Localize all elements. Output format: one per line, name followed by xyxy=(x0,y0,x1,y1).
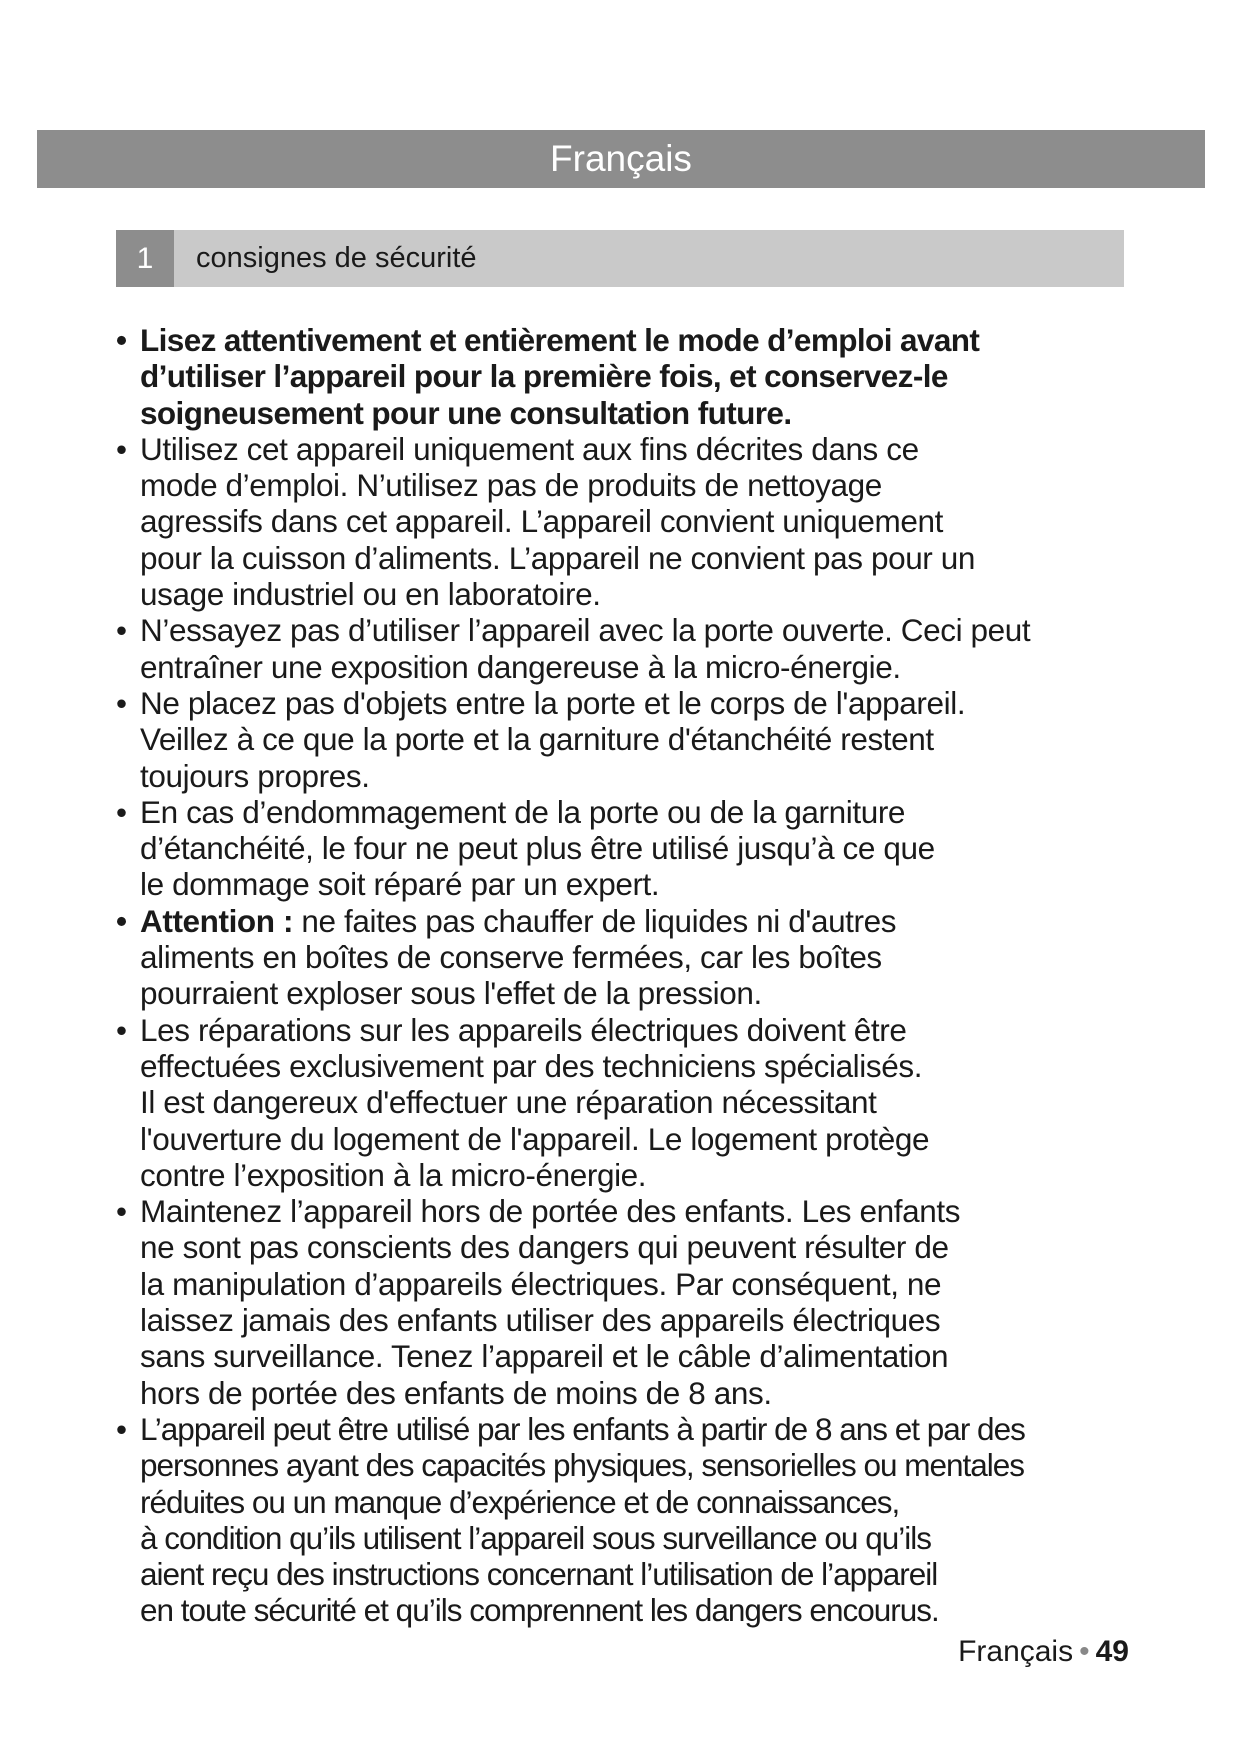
item-line: Veillez à ce que la porte et la garniture d'étanchéité restent xyxy=(140,721,934,758)
item-line: contre l’exposition à la micro-énergie. xyxy=(140,1156,647,1193)
item-line: usage industriel ou en laboratoire. xyxy=(140,576,601,613)
item-line: soigneusement pour une consultation future. xyxy=(140,394,792,431)
item-line: la manipulation d’appareils électriques. Par conséquent, ne xyxy=(140,1265,942,1302)
list-item xyxy=(116,612,1126,685)
item-line: pourraient exploser sous l'effet de la pression. xyxy=(140,975,762,1012)
attention-label: Attention : xyxy=(140,902,294,939)
separator-dot-icon: • xyxy=(1079,1635,1090,1668)
item-line-text: ne faites pas chauffer de liquides ni d'autres xyxy=(293,902,897,939)
item-line: en toute sécurité et qu’ils comprennent les dangers encourus. xyxy=(140,1592,939,1629)
page-footer xyxy=(958,1632,1129,1672)
item-line: Il est dangereux d'effectuer une réparation nécessitant xyxy=(140,1084,877,1121)
footer-language: Français xyxy=(958,1635,1074,1668)
item-line xyxy=(140,903,1126,939)
bullet-icon: • xyxy=(116,1011,127,1048)
item-line: aient reçu des instructions concernant l’utilisation de l’appareil xyxy=(140,1556,938,1593)
item-line: ne sont pas conscients des dangers qui peuvent résulter de xyxy=(140,1229,949,1266)
item-line: Ne placez pas d'objets entre la porte et le corps de l'appareil. xyxy=(140,684,966,721)
section-number: 1 xyxy=(116,230,174,287)
item-line: effectuées exclusivement par des techniciens spécialisés. xyxy=(140,1047,923,1084)
item-line: entraîner une exposition dangereuse à la micro-énergie. xyxy=(140,648,901,685)
item-line: le dommage soit réparé par un expert. xyxy=(140,866,660,903)
bullet-icon: • xyxy=(116,612,127,649)
section-header xyxy=(116,230,1124,287)
item-line: réduites ou un manque d’expérience et de connaissances, xyxy=(140,1483,900,1520)
item-line: N’essayez pas d’utiliser l’appareil avec la porte ouverte. Ceci peut xyxy=(140,612,1031,649)
safety-instructions-list xyxy=(116,322,1126,1629)
item-line: d’utiliser l’appareil pour la première fois, et conservez-le xyxy=(140,358,948,395)
section-title: consignes de sécurité xyxy=(196,242,477,274)
list-item xyxy=(116,431,1126,612)
list-item xyxy=(116,1411,1126,1629)
bullet-icon: • xyxy=(116,430,127,467)
item-line: Les réparations sur les appareils électriques doivent être xyxy=(140,1011,907,1048)
list-item xyxy=(116,1012,1126,1193)
item-line: personnes ayant des capacités physiques, sensorielles ou mentales xyxy=(140,1447,1025,1484)
item-line: L’appareil peut être utilisé par les enfants à partir de 8 ans et par des xyxy=(140,1410,1025,1447)
bullet-icon: • xyxy=(116,684,127,721)
item-line: Lisez attentivement et entièrement le mode d’emploi avant xyxy=(140,322,980,358)
language-banner: Français xyxy=(37,130,1205,188)
list-item xyxy=(116,903,1126,1012)
bullet-icon: • xyxy=(116,793,127,830)
item-line: laissez jamais des enfants utiliser des appareils électriques xyxy=(140,1302,941,1339)
bullet-icon: • xyxy=(116,322,127,358)
item-line: Utilisez cet appareil uniquement aux fins décrites dans ce xyxy=(140,430,919,467)
item-line: l'ouverture du logement de l'appareil. Le logement protège xyxy=(140,1120,930,1157)
list-item xyxy=(116,794,1126,903)
item-line: agressifs dans cet appareil. L’appareil convient uniquement xyxy=(140,503,943,540)
bullet-icon: • xyxy=(116,1410,127,1447)
item-line: mode d’emploi. N’utilisez pas de produits de nettoyage xyxy=(140,467,882,504)
item-line: En cas d’endommagement de la porte ou de la garniture xyxy=(140,793,906,830)
bullet-icon: • xyxy=(116,1193,127,1230)
item-line: d’étanchéité, le four ne peut plus être utilisé jusqu’à ce que xyxy=(140,830,935,867)
item-line: hors de portée des enfants de moins de 8 ans. xyxy=(140,1374,772,1411)
item-line: sans surveillance. Tenez l’appareil et le câble d’alimentation xyxy=(140,1338,949,1375)
bullet-icon: • xyxy=(116,902,127,939)
item-line: à condition qu’ils utilisent l’appareil sous surveillance ou qu’ils xyxy=(140,1519,931,1556)
item-line: toujours propres. xyxy=(140,757,370,794)
list-item xyxy=(116,685,1126,794)
item-line: pour la cuisson d’aliments. L’appareil ne convient pas pour un xyxy=(140,539,975,576)
list-item xyxy=(116,322,1126,431)
item-line: aliments en boîtes de conserve fermées, car les boîtes xyxy=(140,939,882,976)
item-line: Maintenez l’appareil hors de portée des enfants. Les enfants xyxy=(140,1193,961,1230)
list-item xyxy=(116,1193,1126,1411)
page-number: 49 xyxy=(1095,1635,1129,1668)
